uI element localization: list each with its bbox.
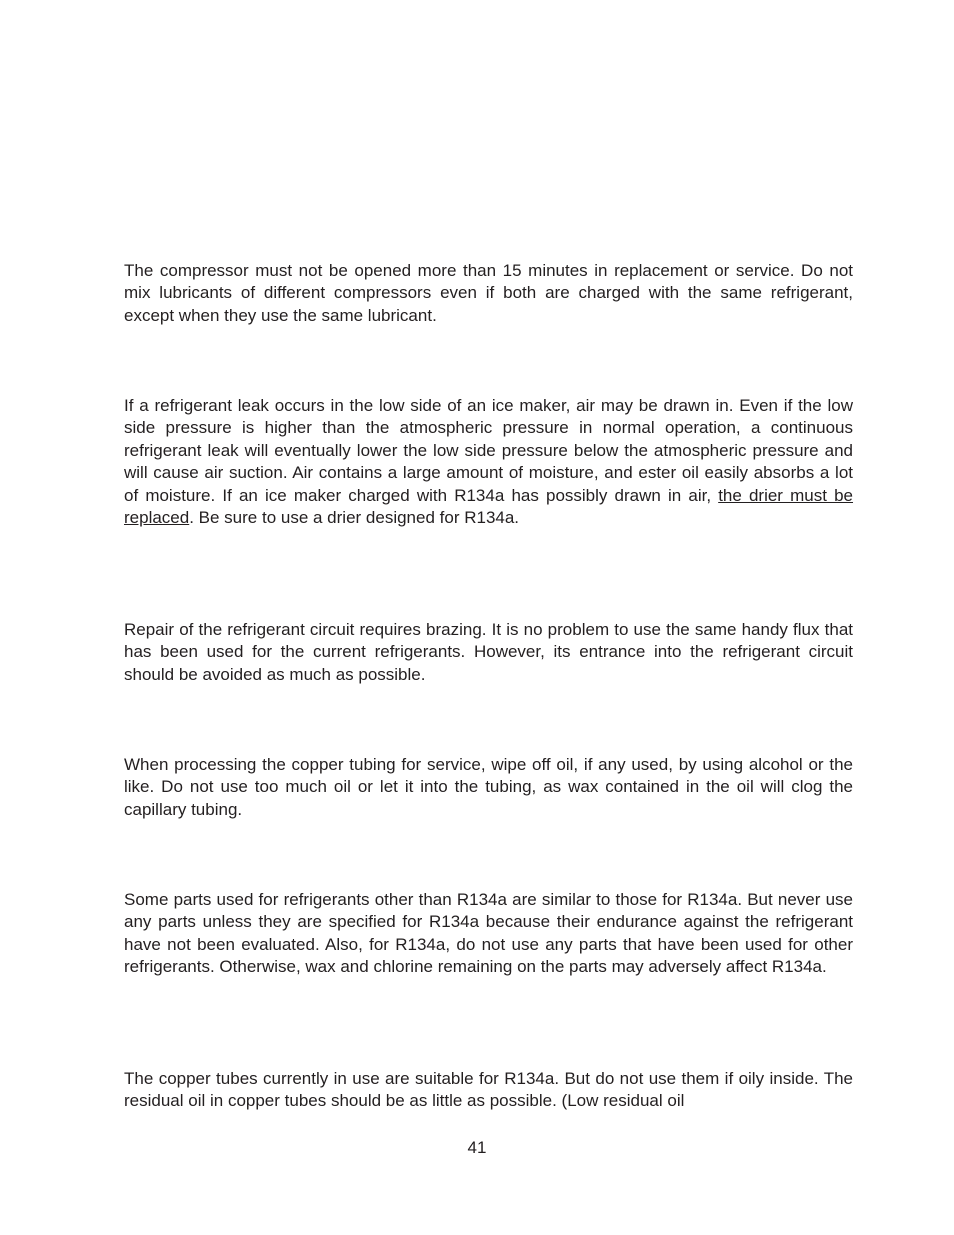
leak-text-before: If a refrigerant leak occurs in the low side of an ice maker, air may be drawn in. Even if the low side pressure is higher than the atmospheric pressure in normal operation, a continuous refrigerant leak will eventually lower the low side pressure below the atmospheric pressure and will cause air suction. Air contains a large amount of moisture, and ester oil easily absorbs a lot of moisture. If an ice maker charged with R134a has possibly drawn in air, xyxy=(124,396,853,505)
page-number: 41 xyxy=(467,1138,487,1157)
paragraph-copper-processing: When processing the copper tubing for service, wipe off oil, if any used, by using alcohol or the like. Do not use too much oil or let it into the tubing, as wax contained in the oil will clog the capillary tubing. xyxy=(124,755,853,819)
drier-replacement-emphasis: the drier must be replaced xyxy=(124,485,854,528)
paragraph-parts: Some parts used for refrigerants other than R134a are similar to those for R134a. But never use any parts unless they are specified for R134a because their endurance against the refrigerant have not been evaluated. Also, for R134a, do not use any parts that have been used for other refrigerants. Otherwise, wax and chlorine remaining on the parts may adversely affect R134a. xyxy=(124,890,853,977)
paragraph-compressor: The compressor must not be opened more than 15 minutes in replacement or service. Do not mix lubricants of different compressors even if both are charged with the same refrigerant, except when they use the same lubricant. xyxy=(124,261,853,325)
paragraph-copper-tubes: The copper tubes currently in use are suitable for R134a. But do not use them if oily inside. The residual oil in copper tubes should be as little as possible. (Low residual oil xyxy=(124,1069,853,1111)
leak-text-after: . Be sure to use a drier designed for R134a. xyxy=(189,508,520,528)
paragraph-refrigerant-leak xyxy=(124,395,853,529)
paragraph-brazing: Repair of the refrigerant circuit requires brazing. It is no problem to use the same handy flux that has been used for the current refrigerants. However, its entrance into the refrigerant circuit should be avoided as much as possible. xyxy=(124,620,853,684)
